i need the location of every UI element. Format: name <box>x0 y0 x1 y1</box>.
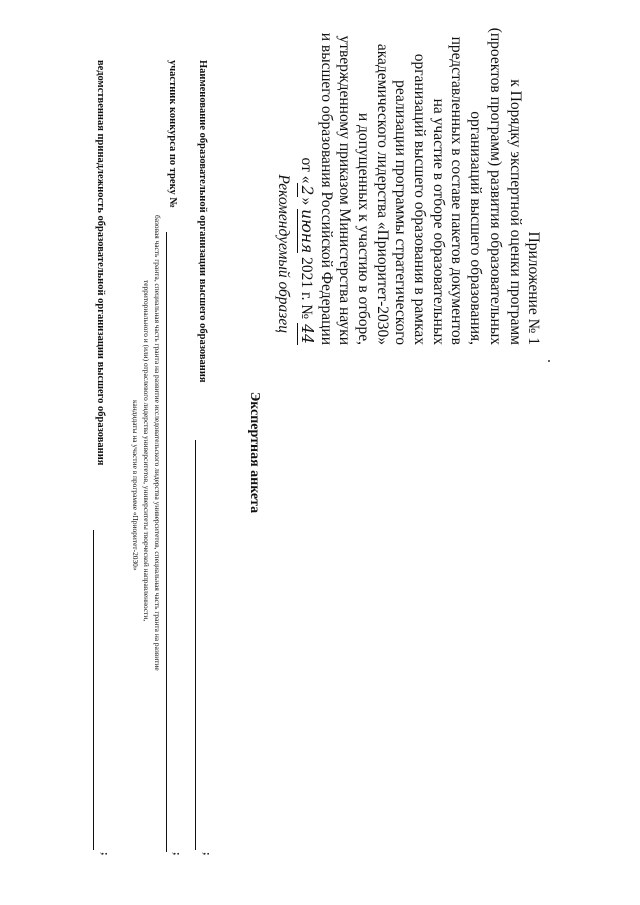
header-line: реализации программы стратегического <box>392 80 409 345</box>
header-line: представленных в составе пакетов документов <box>448 36 465 345</box>
header-line: организаций высшего образования в рамках <box>411 53 428 345</box>
header-line: организаций высшего образования, <box>467 111 484 345</box>
semicolon: ; <box>171 852 182 856</box>
semicolon: ; <box>99 852 110 856</box>
header-date-line <box>297 158 316 345</box>
header-line-appendix: Приложение № 1 <box>525 231 542 345</box>
track-input-line[interactable] <box>166 232 167 852</box>
header-line: и высшего образования Российской Федерации <box>318 32 335 345</box>
header-line: академического лидерства «Приоритет-2030» <box>374 43 391 345</box>
date-mid: » <box>298 197 315 210</box>
recommended-sample-note: Рекомендуемый образец <box>275 174 292 333</box>
track-option-hint: территориального и (или) отраслевого лидерства университетов, университеты творческой направленности, <box>142 280 151 622</box>
scan-dot <box>548 360 550 362</box>
org-name-label: Наименование образовательной организации высшего образования <box>197 60 208 383</box>
header-line: на участие в отборе образовательных <box>430 98 447 345</box>
date-month-handwritten: июня <box>298 209 316 254</box>
track-option-hint: кандидаты на участие в программе «Приоритет-2030» <box>131 400 140 571</box>
date-year: 2021 г. № <box>298 253 315 323</box>
org-name-input-line[interactable] <box>195 440 196 850</box>
document-title: Экспертная анкета <box>247 391 262 514</box>
semicolon: ; <box>201 852 212 856</box>
affiliation-input-line[interactable] <box>93 530 94 850</box>
header-line: и допущенных к участию в отборе, <box>355 112 372 345</box>
header-line: (проектов программ) развития образовательных <box>487 27 504 345</box>
participant-track-label: участник конкурса по треку № <box>167 60 178 208</box>
header-line: утвержденному приказом Министерства науки <box>336 35 353 345</box>
affiliation-label: ведомственная принадлежность образовательной организации высшего образования <box>95 60 106 466</box>
date-prefix: от « <box>298 157 315 184</box>
date-day-handwritten: 2 <box>297 183 316 197</box>
order-number-handwritten: 44 <box>298 324 316 344</box>
header-line: к Порядку экспертной оценки программ <box>507 79 524 345</box>
track-option-hint: базовая часть гранта, специальная часть гранта на развитие исследовательского лидерства университетов, специальная часть гранта на развитие <box>153 215 162 671</box>
